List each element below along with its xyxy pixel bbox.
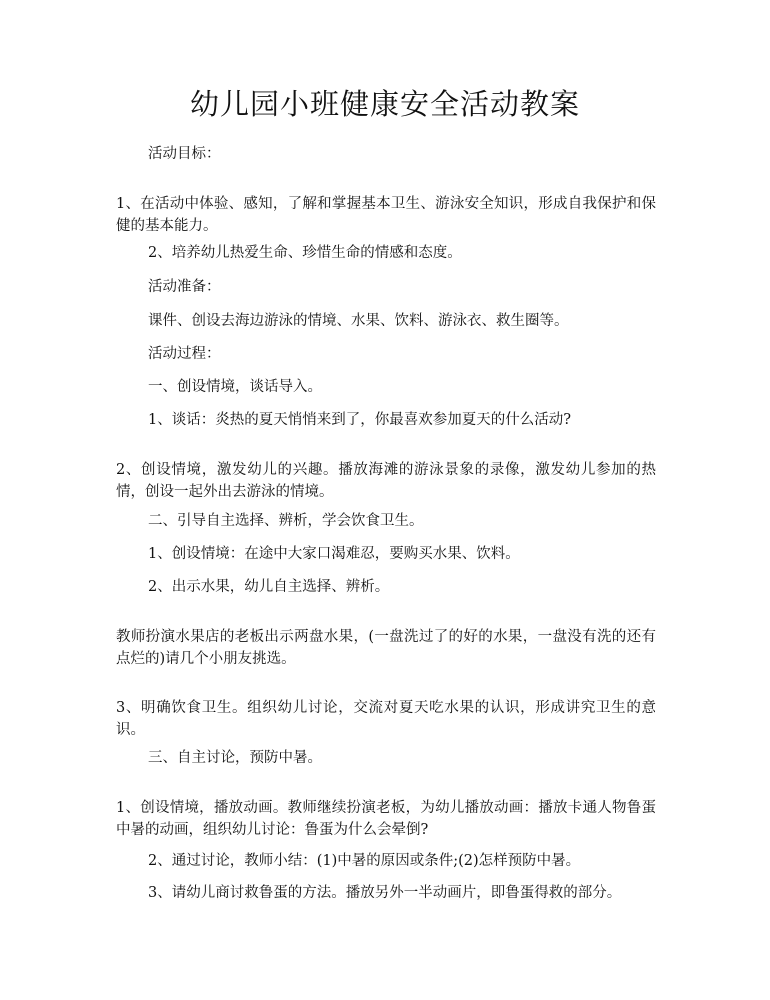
paragraph-step-1: 一、创设情境，谈话导入。 xyxy=(148,379,322,395)
paragraph-preparation: 课件、创设去海边游泳的情境、水果、饮料、游泳衣、救生圈等。 xyxy=(148,313,569,329)
paragraph-step-1-1: 1、谈话：炎热的夏天悄悄来到了，你最喜欢参加夏天的什么活动? xyxy=(148,412,571,428)
paragraph-step-2: 二、引导自主选择、辨析，学会饮食卫生。 xyxy=(148,513,424,529)
paragraph-preparation-heading: 活动准备： xyxy=(148,279,221,295)
paragraph-step-1-2: 2、创设情境，激发幼儿的兴趣。播放海滩的游泳景象的录像，激发幼儿参加的热情，创设一起外出去游泳的情境。 xyxy=(116,462,656,500)
paragraph-step-3: 三、自主讨论，预防中暑。 xyxy=(148,750,322,766)
paragraph-objective-2: 2、培养幼儿热爱生命、珍惜生命的情感和态度。 xyxy=(148,245,462,261)
paragraph-process-heading: 活动过程： xyxy=(148,346,221,362)
paragraph-step-3-2: 2、通过讨论，教师小结：(1)中暑的原因或条件;(2)怎样预防中暑。 xyxy=(148,853,581,869)
document-title: 幼儿园小班健康安全活动教案 xyxy=(189,87,580,121)
paragraph-step-2-3: 3、明确饮食卫生。组织幼儿讨论，交流对夏天吃水果的认识，形成讲究卫生的意识。 xyxy=(116,700,656,738)
paragraph-fruit-shop: 教师扮演水果店的老板出示两盘水果，(一盘洗过了的好的水果，一盘没有洗的还有点烂的)请几个小朋友挑选。 xyxy=(116,629,656,667)
paragraph-objectives-heading: 活动目标： xyxy=(148,146,221,162)
paragraph-step-2-2: 2、出示水果，幼儿自主选择、辨析。 xyxy=(148,579,390,595)
paragraph-step-2-1: 1、创设情境：在途中大家口渴难忍，要购买水果、饮料。 xyxy=(148,546,520,562)
paragraph-step-3-3: 3、请幼儿商讨救鲁蛋的方法。播放另外一半动画片，即鲁蛋得救的部分。 xyxy=(148,885,622,901)
paragraph-objective-1: 1、在活动中体验、感知，了解和掌握基本卫生、游泳安全知识，形成自我保护和保健的基本能力。 xyxy=(116,196,656,234)
paragraph-step-3-1: 1、创设情境，播放动画。教师继续扮演老板，为幼儿播放动画：播放卡通人物鲁蛋中暑的动画，组织幼儿讨论：鲁蛋为什么会晕倒? xyxy=(116,800,656,838)
